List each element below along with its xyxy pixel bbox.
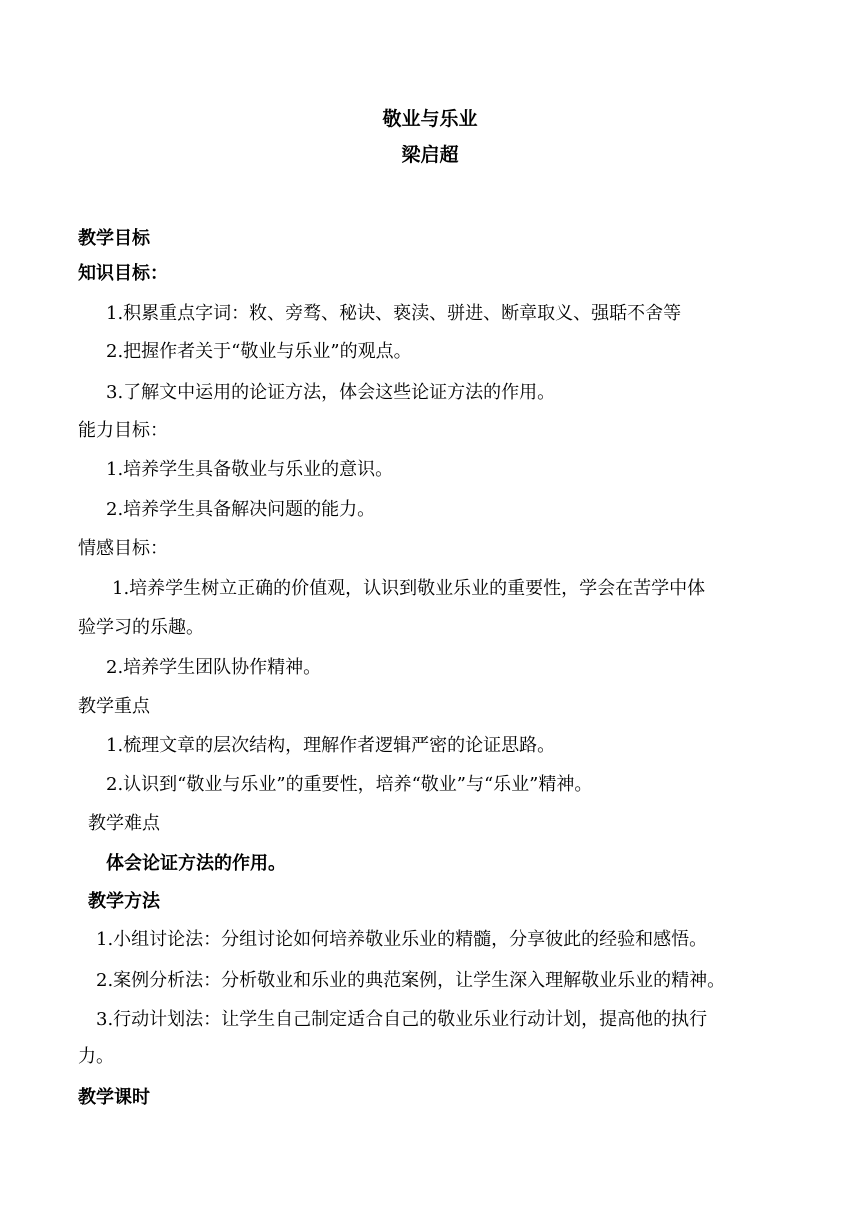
ability-goal-item: 2.培养学生具备解决问题的能力。 xyxy=(106,499,376,520)
knowledge-goal-item: 1.积累重点字词：敉、旁骛、秘诀、亵渎、骈进、断章取义、强聒不舍等 xyxy=(106,303,682,324)
key-point-item: 1.梳理文章的层次结构，理解作者逻辑严密的论证思路。 xyxy=(106,735,556,756)
emotion-goal-item: 2.培养学生团队协作精神。 xyxy=(106,657,322,678)
knowledge-goals-heading: 知识目标： xyxy=(78,263,168,284)
key-points-heading: 教学重点 xyxy=(78,696,150,717)
method-item: 3.行动计划法：让学生自己制定适合自己的敬业乐业行动计划，提高他的执行 xyxy=(96,1009,708,1030)
knowledge-goal-item: 3.了解文中运用的论证方法，体会这些论证方法的作用。 xyxy=(106,382,556,403)
ability-goals-heading: 能力目标： xyxy=(78,420,168,441)
emotion-goal-item-continuation: 验学习的乐趣。 xyxy=(78,617,204,638)
document-author: 梁启超 xyxy=(401,144,459,166)
emotion-goal-item: 1.培养学生树立正确的价值观，认识到敬业乐业的重要性，学会在苦学中体 xyxy=(112,578,706,599)
difficulties-heading: 教学难点 xyxy=(88,813,160,834)
methods-heading: 教学方法 xyxy=(88,891,160,912)
document-title: 敬业与乐业 xyxy=(382,108,478,130)
teaching-goals-heading: 教学目标 xyxy=(78,228,150,249)
method-item: 1.小组讨论法：分组讨论如何培养敬业乐业的精髓，分享彼此的经验和感悟。 xyxy=(96,929,708,950)
lesson-hours-heading: 教学课时 xyxy=(78,1087,150,1108)
emotion-goals-heading: 情感目标： xyxy=(78,538,168,559)
difficulty-text: 体会论证方法的作用。 xyxy=(106,853,286,874)
method-item: 2.案例分析法：分析敬业和乐业的典范案例，让学生深入理解敬业乐业的精神。 xyxy=(96,970,726,991)
knowledge-goal-item: 2.把握作者关于“敬业与乐业”的观点。 xyxy=(106,341,412,362)
key-point-item: 2.认识到“敬业与乐业”的重要性，培养“敬业”与“乐业”精神。 xyxy=(106,774,593,795)
method-item-continuation: 力。 xyxy=(78,1046,114,1067)
ability-goal-item: 1.培养学生具备敬业与乐业的意识。 xyxy=(106,459,394,480)
